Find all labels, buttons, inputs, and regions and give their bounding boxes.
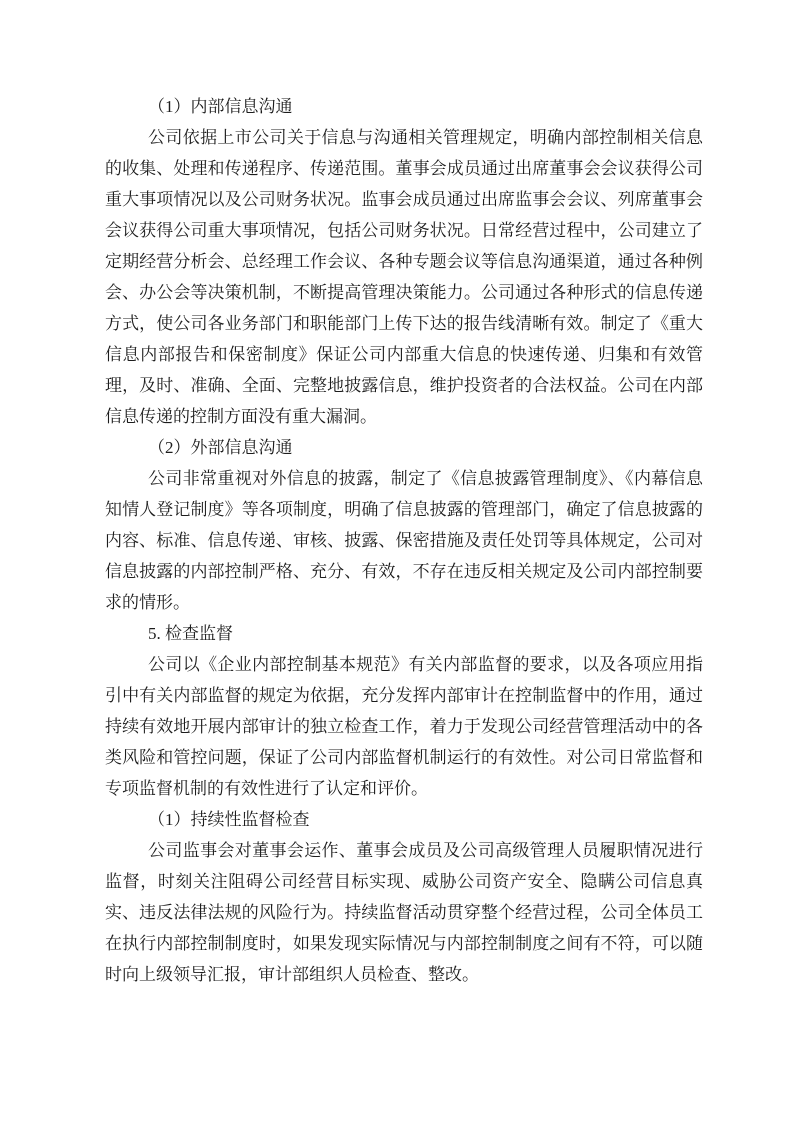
paragraph-internal-info-communication: 公司依据上市公司关于信息与沟通相关管理规定，明确内部控制相关信息的收集、处理和传递程序、传递范围。董事会成员通过出席董事会会议获得公司重大事项情况以及公司财务状况。监事会成员通过出席监事会会议、列席董事会会议获得公司重大事项情况，包括公司财务状况。日常经营过程中，公司建立了定期经营分析会、总经理工作会议、各种专题会议等信息沟通渠道，通过各种例会、办公会等决策机制，不断提高管理决策能力。公司通过各种形式的信息传递方式，使公司各业务部门和职能部门上传下达的报告线清晰有效。制定了《重大信息内部报告和保密制度》保证公司内部重大信息的快速传递、归集和有效管理，及时、准确、全面、完整地披露信息，维护投资者的合法权益。公司在内部信息传递的控制方面没有重大漏洞。 (105, 128, 703, 426)
page-content (105, 91, 703, 990)
paragraph-inspection-supervision: 公司以《企业内部控制基本规范》有关内部监督的要求，以及各项应用指引中有关内部监督的规定为依据，充分发挥内部审计在控制监督中的作用，通过持续有效地开展内部审计的独立检查工作，着力于发现公司经营管理活动中的各类风险和管控问题，保证了公司内部监督机制运行的有效性。对公司日常监督和专项监督机制的有效性进行了认定和评价。 (105, 655, 703, 798)
heading-continuous-supervision-check: （1）持续性监督检查 (148, 810, 310, 829)
paragraph-continuous-supervision-check: 公司监事会对董事会运作、董事会成员及公司高级管理人员履职情况进行监督，时刻关注阻碍公司经营目标实现、威胁公司资产安全、隐瞒公司信息真实、违反法律法规的风险行为。持续监督活动贯穿整个经营过程，公司全体员工在执行内部控制制度时，如果发现实际情况与内部控制制度之间有不符，可以随时向上级领导汇报，审计部组织人员检查、整改。 (105, 841, 703, 984)
heading-external-info-communication: （2）外部信息沟通 (148, 438, 293, 457)
heading-internal-info-communication: （1）内部信息沟通 (148, 97, 293, 116)
paragraph-external-info-communication: 公司非常重视对外信息的披露，制定了《信息披露管理制度》、《内幕信息知情人登记制度》等各项制度，明确了信息披露的管理部门，确定了信息披露的内容、标准、信息传递、审核、披露、保密措施及责任处罚等具体规定，公司对信息披露的内部控制严格、充分、有效，不存在违反相关规定及公司内部控制要求的情形。 (105, 469, 703, 612)
heading-inspection-supervision: 5. 检查监督 (148, 624, 233, 643)
